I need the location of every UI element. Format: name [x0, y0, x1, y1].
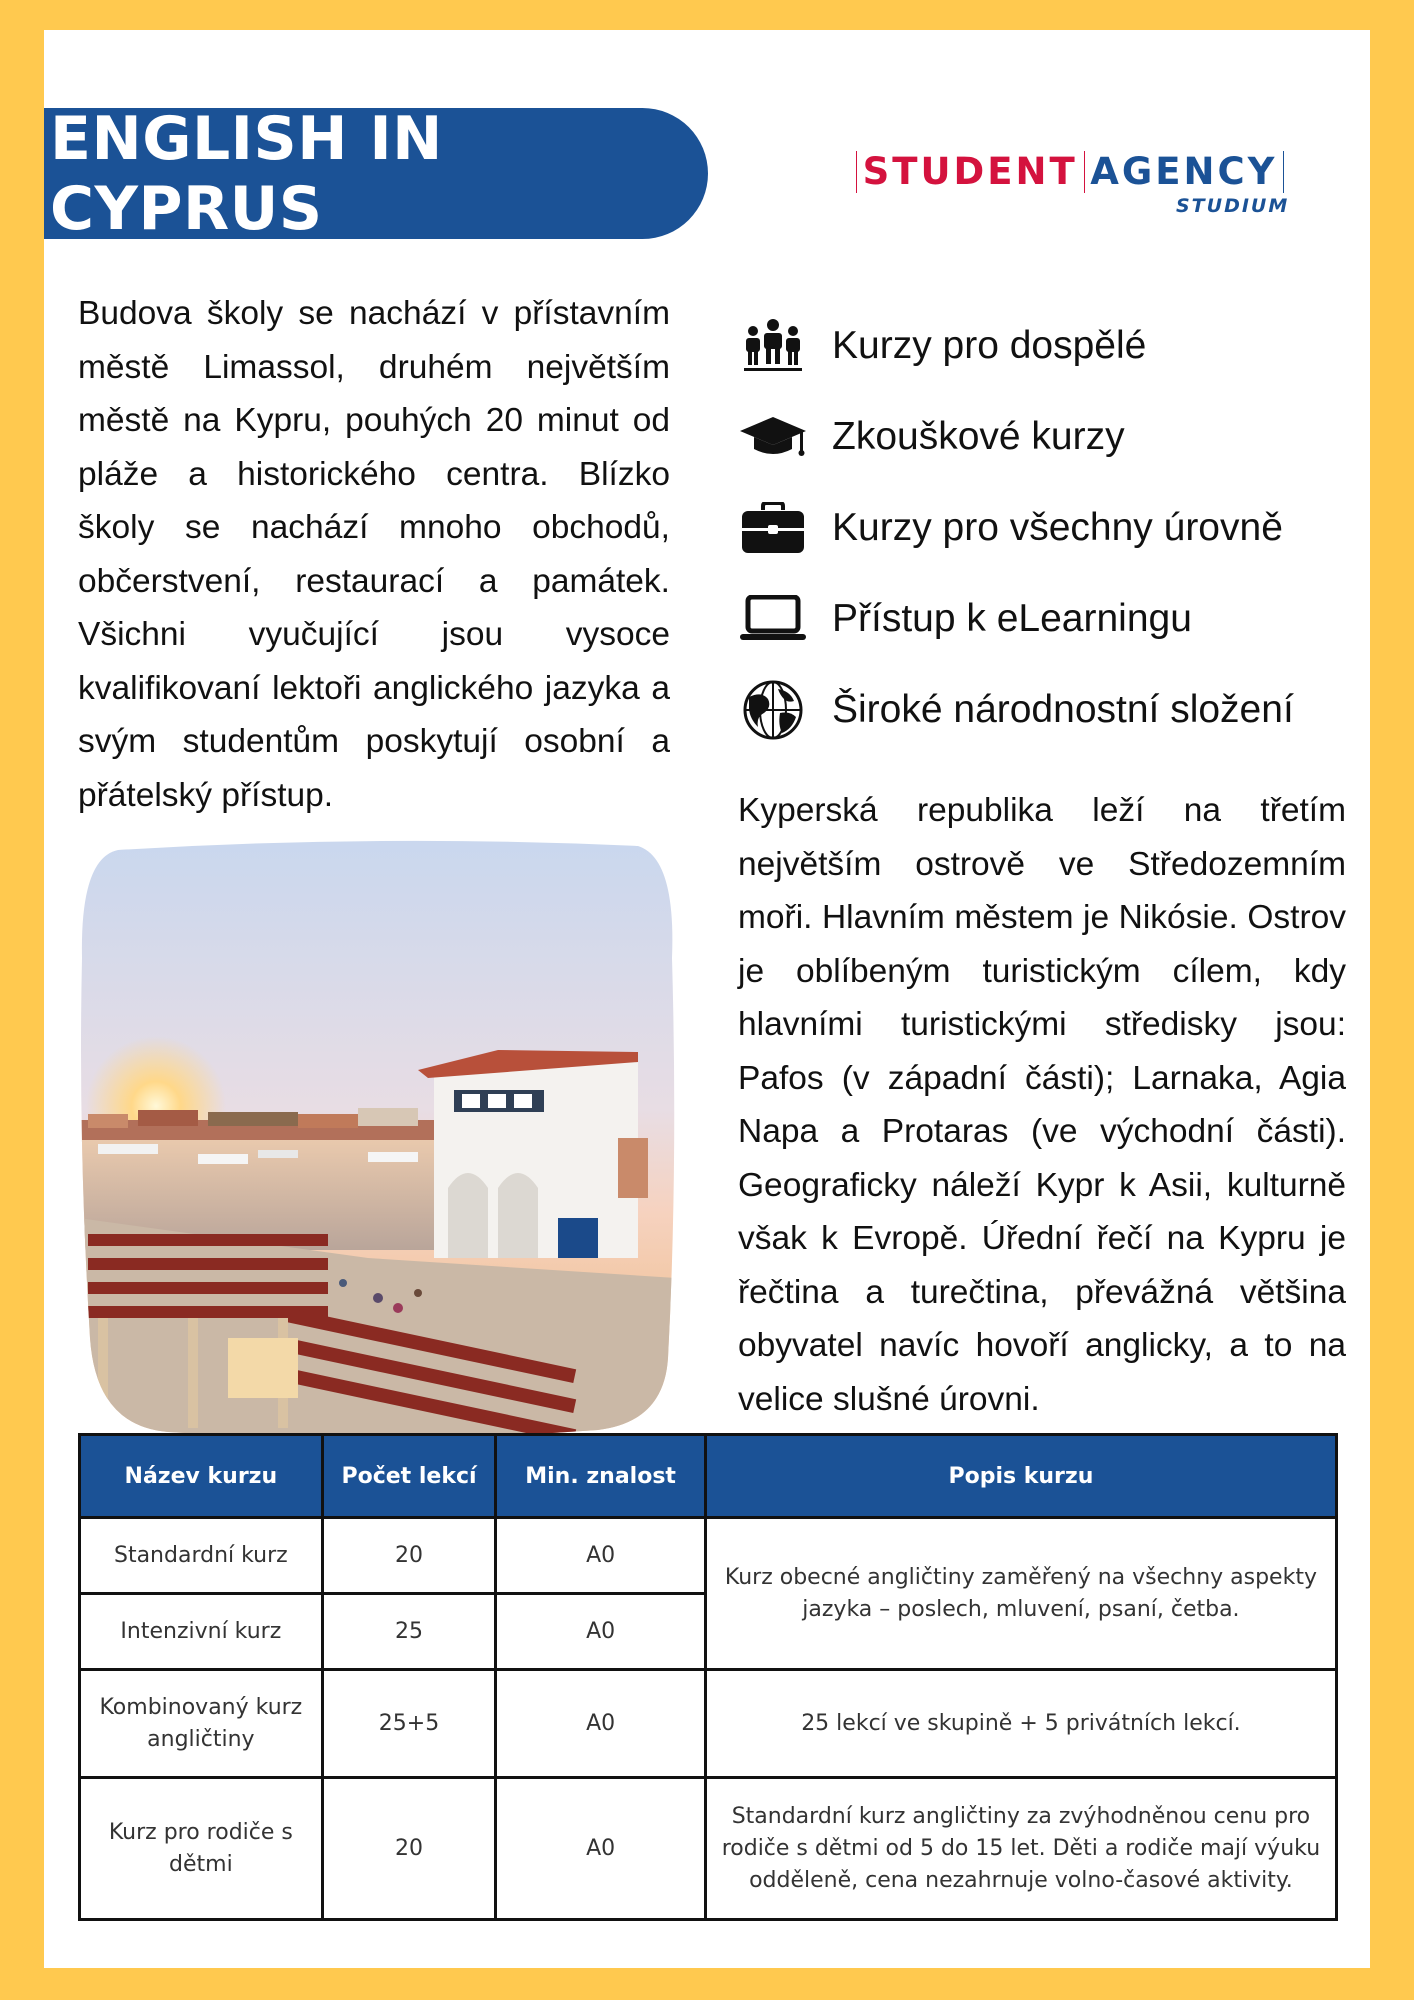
feature-item	[738, 573, 1338, 664]
table-header-row	[80, 1435, 1337, 1518]
course-name-cell: Intenzivní kurz	[80, 1594, 323, 1670]
description-cell: Kurz obecné angličtiny zaměřený na všechny aspekty jazyka – poslech, mluvení, psaní, četba.	[705, 1518, 1336, 1670]
min-level-cell: A0	[496, 1518, 706, 1594]
feature-label: Kurzy pro dospělé	[832, 323, 1147, 367]
header-lesson-count: Počet lekcí	[322, 1435, 496, 1518]
table-row	[80, 1518, 1337, 1594]
min-level-cell: A0	[496, 1594, 706, 1670]
title-banner	[44, 103, 708, 244]
school-description: Budova školy se nachází v přístavním městě Limassol, druhém největším městě na Kypru, pouhých 20 minut od pláže a historického centra. Blízko školy se nachází mnoho obchodů, občerstvení, restaurací a památek. Všichni vyučující jsou vysoce kvalifikovaní lektoři anglického jazyka a svým studentům poskytují osobní a přátelský přístup.	[78, 295, 670, 814]
globe-icon	[738, 675, 808, 745]
min-level-cell: A0	[496, 1670, 706, 1778]
limassol-marina-photo	[78, 838, 676, 1442]
header-course-name: Název kurzu	[80, 1435, 323, 1518]
description-cell: 25 lekcí ve skupině + 5 privátních lekcí.	[705, 1670, 1336, 1778]
table-row	[80, 1670, 1337, 1778]
course-name-cell: Kombinovaný kurz angličtiny	[80, 1670, 323, 1778]
feature-item	[738, 482, 1338, 573]
header-description: Popis kurzu	[705, 1435, 1336, 1518]
logo-divider	[1084, 151, 1085, 193]
logo-subtitle: STUDIUM	[1176, 195, 1290, 217]
feature-label: Přístup k eLearningu	[832, 596, 1192, 640]
header-min-level: Min. znalost	[496, 1435, 706, 1518]
logo-divider	[856, 151, 857, 193]
lesson-count-cell: 25	[322, 1594, 496, 1670]
lesson-count-cell: 20	[322, 1778, 496, 1920]
lesson-count-cell: 25+5	[322, 1670, 496, 1778]
feature-label: Kurzy pro všechny úrovně	[832, 505, 1283, 549]
feature-item	[738, 391, 1338, 482]
lesson-count-cell: 20	[322, 1518, 496, 1594]
feature-list	[738, 300, 1338, 755]
table-row	[80, 1778, 1337, 1920]
description-cell: Standardní kurz angličtiny za zvýhodněnou cenu pro rodiče s dětmi od 5 do 15 let. Děti a rodiče mají výuku odděleně, cena nezahrnuje volno-časové aktivity.	[705, 1778, 1336, 1920]
logo-word-student: STUDENT	[862, 150, 1078, 193]
page-title: ENGLISH IN CYPRUS	[50, 103, 443, 244]
flyer-page	[44, 30, 1370, 1968]
course-table	[78, 1433, 1338, 1921]
student-agency-logo	[850, 150, 1290, 217]
min-level-cell: A0	[496, 1778, 706, 1920]
course-name-cell: Kurz pro rodiče s dětmi	[80, 1778, 323, 1920]
feature-label: Široké národnostní složení	[832, 687, 1294, 731]
laptop-icon	[738, 584, 808, 654]
course-name-cell: Standardní kurz	[80, 1518, 323, 1594]
people-icon	[738, 311, 808, 381]
logo-divider	[1283, 151, 1284, 193]
feature-label: Zkouškové kurzy	[832, 414, 1125, 458]
logo-word-agency: AGENCY	[1090, 150, 1278, 193]
feature-item	[738, 664, 1338, 755]
feature-item	[738, 300, 1338, 391]
graduation-cap-icon	[738, 402, 808, 472]
cyprus-description: Kyperská republika leží na třetím největším ostrově ve Středozemním moři. Hlavním městem je Nikósie. Ostrov je oblíbeným turistickým cílem, kdy hlavními turistickými středisky jsou: Pafos (v západní části); Larnaka, Agia Napa a Protaras (ve východní části). Geograficky náleží Kypr k Asii, kulturně však k Evropě. Úřední řečí na Kypru je řečtina a turečtina, převážná většina obyvatel navíc hovoří anglicky, a to na velice slušné úrovni.	[738, 792, 1346, 1418]
briefcase-icon	[738, 493, 808, 563]
